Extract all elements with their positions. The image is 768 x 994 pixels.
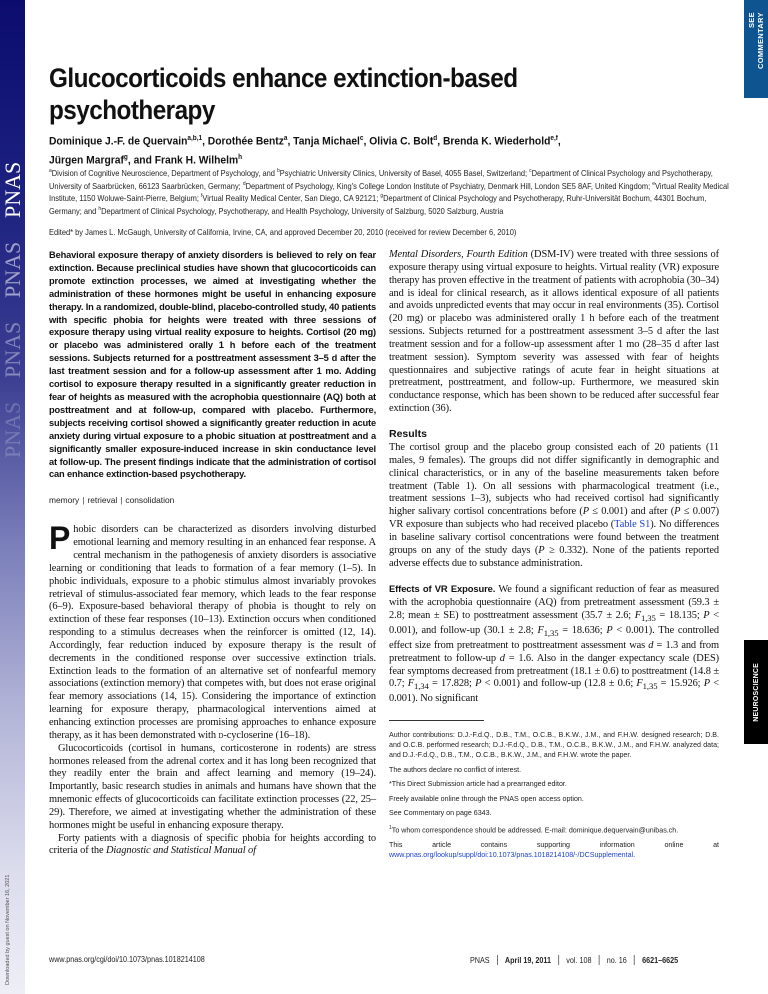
- author-name: Dominique J.-F. de Quervain: [49, 135, 188, 148]
- italic-symbol: P: [538, 544, 545, 556]
- keyword-separator: |: [82, 495, 85, 506]
- small-caps-text: d: [218, 729, 224, 741]
- author-sup: a: [283, 135, 288, 142]
- paragraph-text: The cortisol group and the placebo group consisted each of 20 patients (11 males, 9 females). The groups did not differ significantly in demographic and clinical characteristics, or in any of the baseline measurements taken before treatment (Table 1). On all sessions with pharmacological treatment (i.e., treatment sessions 1–3), subjects who had received cortisol had significantly higher salivary cortisol concentrations before (: [389, 441, 719, 518]
- paragraph-text: ≥ 0.332). None of the patients reported adverse effects due to substance administration.: [389, 544, 719, 569]
- subscript: 1,35: [642, 681, 658, 692]
- paragraph-text: < 0.001). The controlled effect size from pretreatment to posttreatment assessment was: [389, 625, 720, 651]
- article-title: [49, 62, 625, 126]
- affil-sup: g: [380, 193, 384, 200]
- table-s1-link[interactable]: Table S1: [614, 519, 651, 531]
- author-list: Dominique J.-F. de Quervain$^{a,b,1}$, Dorothée Bentz$^a$, Tanja Michael$^c$, Olivia C. Bolt$^d$, Brenda K. Wiederhold$^{e,f}$, Jürgen Margraf$^g$, and Frank H. Wilhelm$^h$: [49, 135, 561, 167]
- subscript: 1,35: [543, 628, 559, 639]
- paragraph-text: = 17.828;: [428, 678, 476, 690]
- italic-symbol: P: [674, 506, 681, 518]
- intro-paragraph: [49, 833, 376, 859]
- affil-sup: e: [652, 180, 656, 187]
- spacer: [389, 570, 719, 583]
- keywords: [49, 495, 376, 506]
- paragraph-text: ≤ 0.001) and after (: [588, 506, 675, 518]
- results-paragraph: [389, 442, 719, 570]
- editor-line: Edited* by James L. McGaugh, University of California, Irvine, CA, and approved December 20, 2010 (received for review December 6, 2010): [49, 227, 517, 237]
- author-sup: h: [238, 154, 243, 162]
- author-name: Brenda K. Wiederhold: [442, 135, 551, 148]
- intro-paragraph: [49, 520, 376, 742]
- see-commentary-tab[interactable]: [744, 0, 768, 98]
- footer-separator: [497, 955, 498, 965]
- italic-symbol: P: [475, 678, 482, 690]
- footer-journal: PNAS: [470, 955, 490, 965]
- footer-doi[interactable]: www.pnas.org/cgi/doi/10.1073/pnas.1018214108: [49, 955, 205, 964]
- affiliation: Psychiatric University Clinics, University of Basel, 4055 Basel, Switzerland;: [279, 167, 530, 178]
- keyword[interactable]: memory: [49, 495, 80, 506]
- footer-separator: [558, 955, 559, 965]
- affil-sup: f: [201, 193, 203, 200]
- subsection-heading: Effects of VR Exposure.: [389, 583, 496, 595]
- affiliation: Department of Clinical Psychology and Psychotherapy, Ruhr-Universität Bochum, 44301 Bochum, Germany; and: [49, 192, 707, 216]
- footnote-contributions: Author contributions: D.J.-F.d.Q., D.B., T.M., O.C.B., B.K.W., J.M., and F.H.W. designed research; D.B. and O.C.B. performed research; D.J.-F.d.Q., D.B., T.M., O.C.B., B.K.W., J.M., and F.H.W. analyzed data; and D.J.-F.d.Q., D.B., T.M., O.C.B., B.K.W., J.M., and F.H.W. wrote the paper.: [389, 731, 719, 760]
- intro-paragraph: Glucocorticoids (cortisol in humans, corticosterone in rodents) are stress hormones released from the adrenal cortex and it has long been recognized that they readily enter the brain and affect learning and memory (19–24). Importantly, basic research studies in animals and humans have shown that the mnemonic effects of glucocorticoids can facilitate extinction processes (22, 25–29). Therefore, we aimed at investigating whether the administration of these hormones might be useful in enhancing exposure therapy.: [49, 742, 376, 831]
- footnote-text: This article contains supporting information online at: [389, 840, 719, 849]
- paragraph-text: ). No differences in baseline salivary cortisol concentrations were found between the treatment groups on any of the study days (: [389, 519, 720, 556]
- author-sup: e,f: [550, 135, 558, 142]
- footer-pages: 6621–6625: [642, 955, 679, 965]
- affiliation: Department of Psychology, King's College London Institute of Psychiatry, Denmark Hill, London SE5 8AF, United Kingdom;: [245, 180, 653, 191]
- paragraph-text: = 18.135;: [655, 610, 704, 622]
- paragraph-text: -cycloserine (16–18).: [223, 729, 311, 741]
- italic-symbol: F: [537, 625, 544, 637]
- paragraph-text: < 0.001), and follow-up (30.1 ± 2.8;: [389, 610, 719, 637]
- subscript: 1,35: [641, 613, 656, 624]
- affiliations: [49, 166, 733, 216]
- italic-text: Diagnostic and Statistical Manual of: [105, 845, 256, 857]
- footnote-conflict: The authors declare no conflict of interest.: [389, 765, 522, 774]
- paragraph-text: = 18.636;: [558, 625, 607, 637]
- pnas-logo-word: PNAS: [0, 241, 25, 299]
- affil-sup: a: [49, 168, 52, 174]
- author-sup: c: [359, 135, 364, 142]
- right-column: [389, 249, 719, 864]
- affiliation: Department of Clinical Psychology, Psychotherapy, and Health Psychology, University of Salzburg, 5020 Salzburg, Austria: [101, 205, 504, 216]
- footer-volume: vol. 108: [566, 955, 592, 965]
- footnote-open-access: Freely available online through the PNAS open access option.: [389, 794, 584, 803]
- keyword-separator: |: [120, 495, 123, 506]
- results-section: [389, 442, 719, 706]
- author-name: Olivia C. Bolt: [369, 135, 434, 148]
- pnas-logo-word: PNAS: [0, 321, 25, 379]
- paragraph-text: = 15.926;: [657, 678, 704, 690]
- affiliation: Division of Cognitive Neuroscience, Department of Psychology, and: [51, 167, 277, 178]
- affiliation: Virtual Reality Medical Center, San Diego, CA 92121;: [202, 192, 381, 203]
- paragraph-text: < 0.001) and follow-up (12.8 ± 0.6;: [481, 678, 637, 690]
- subscript: 1,34: [414, 681, 429, 692]
- intro-continued: [389, 249, 719, 416]
- keyword[interactable]: consolidation: [125, 495, 175, 506]
- results-heading: Results: [389, 427, 427, 440]
- pnas-logo-word: PNAS: [0, 161, 25, 219]
- download-note: Downloaded by guest on November 16, 2021: [5, 874, 11, 985]
- italic-text: Mental Disorders, Fourth Edition: [389, 249, 528, 260]
- affil-sup: d: [242, 180, 246, 187]
- paragraph-text: < 0.001). No significant: [389, 678, 720, 705]
- affil-sup: c: [529, 168, 532, 174]
- footnote-commentary: See Commentary on page 6343.: [389, 809, 492, 818]
- affil-sup: b: [276, 168, 280, 174]
- paragraph-text: ≤ 0.007) VR exposure than subjects who had received placebo (: [389, 506, 719, 531]
- introduction: [49, 520, 376, 858]
- footnote-supporting-info: [389, 840, 719, 860]
- affiliation: Department of Clinical Psychology and Psychotherapy, University of Saarbrücken, 66123 Saarbrücken, Germany;: [49, 167, 713, 191]
- footer-separator: [599, 955, 600, 965]
- pnas-sidebar: [0, 0, 25, 994]
- paragraph-text: = 1.3 and from pretreatment to follow-up: [389, 639, 719, 664]
- footer-issue: no. 16: [606, 955, 627, 965]
- footer-separator: [634, 955, 635, 965]
- section-tab-label: NEUROSCIENCE: [752, 662, 760, 722]
- intro-paragraph: [389, 249, 719, 416]
- see-commentary-label: SEE COMMENTARY: [747, 12, 765, 69]
- section-tab-neuroscience: [744, 640, 768, 744]
- supplemental-link[interactable]: www.pnas.org/lookup/suppl/doi:10.1073/pnas.1018214108/-/DCSupplemental: [389, 850, 634, 859]
- keyword[interactable]: retrieval: [87, 495, 118, 506]
- italic-symbol: F: [407, 678, 414, 690]
- affiliation: Virtual Reality Medical Institute, 1150 Woluwe-Saint-Pierre, Belgium;: [49, 180, 729, 203]
- italic-symbol: P: [703, 610, 710, 622]
- author-name: Frank H. Wilhelm: [154, 154, 239, 167]
- italic-symbol: P: [606, 625, 613, 637]
- italic-symbol: F: [636, 678, 643, 690]
- italic-symbol: P: [582, 506, 589, 518]
- footer-citation: [470, 955, 678, 965]
- pnas-logo: [2, 150, 24, 470]
- italic-symbol: F: [634, 610, 641, 622]
- footnote-correspondence: [389, 823, 719, 835]
- paragraph-text: (DSM-IV) were treated with three sessions of exposure therapy using virtual exposure to heights. Virtual reality (VR) exposure therapy has proven effective in the treatment of patients with acrophobia (30–34) and is ideal for clinical research, as it allows identical exposure of all patients and avoids unpredicted events that may occur in real environments (35). Cortisol (20 mg) or placebo was administered orally 1 h before each of the treatment sessions. Subjects returned for a posttreatment assessment 3–5 d after the last treatment session and for a follow-up assessment after 1 mo (28–35 d after last treatment session). Symptom severity was assessed with fear of heights questionnaires and subjective ratings of acute fear in height situations at pretreatment, posttreatment, and follow-up. Furthermore, we measured skin conductance response, which has been shown to be reduced after successful fear extinction (36).: [389, 249, 719, 415]
- author-sup: a,b,1: [187, 135, 203, 142]
- footnote-sup: 1: [389, 824, 392, 831]
- footnote-text: .: [633, 850, 636, 859]
- title-line-2: psychotherapy: [49, 95, 215, 125]
- italic-symbol: d: [499, 652, 505, 664]
- italic-symbol: d: [648, 639, 654, 651]
- author-sup: d: [433, 135, 438, 142]
- paragraph-text: = 1.6. Also in the danger expectancy scale (DES) fear symptoms decreased from pretreatment (18.1 ± 0.6) to posttreatment (14.8 ± 0.7;: [389, 652, 719, 690]
- paragraph-text: Forty patients with a diagnosis of specific phobia for heights according to criteria of the: [49, 832, 376, 857]
- paragraph-text: We found a significant reduction of fear as measured with the acrophobia questionnaire (AQ) from pretreatment assessment (59.3 ± 2.8; mean ± SE) to posttreatment assessment (35.7 ± 2.6;: [389, 584, 719, 622]
- pnas-logo-word: PNAS: [0, 401, 25, 459]
- author-name: Dorothée Bentz: [207, 135, 284, 148]
- title-line-1: Glucocorticoids enhance extinction-based: [49, 63, 518, 93]
- footnotes: [389, 730, 719, 859]
- footnote-direct-submission: *This Direct Submission article had a prearranged editor.: [389, 780, 567, 789]
- footnote-divider: [389, 720, 484, 721]
- drop-cap: P: [49, 520, 71, 557]
- footer-date: April 19, 2011: [504, 955, 551, 965]
- results-paragraph: [389, 583, 719, 706]
- abstract: Behavioral exposure therapy of anxiety disorders is believed to rely on fear extinction. Because preclinical studies have shown that glucocorticoids can promote extinction processes, we aimed at investigating whether the administration of these hormones might be useful in enhancing exposure therapy. In a randomized, double-blind, placebo-controlled study, 40 patients with specific phobia for heights were treated with three sessions of exposure therapy using virtual reality exposure to heights. Cortisol (20 mg) or placebo was administered orally 1 h before each of the treatment sessions. Subjects returned for a posttreatment assessment 3–5 d after the last treatment session and for a follow-up assessment after 1 mo. Adding cortisol to exposure therapy resulted in a significantly greater reduction in fear of heights as measured with the acrophobia questionnaire (AQ) both at posttreatment and at follow-up, compared with placebo. Furthermore, subjects receiving cortisol showed a significantly greater reduction in acute anxiety during virtual exposure to a phobic situation at posttreatment and a significantly smaller exposure-induced increase in skin conductance level at follow-up. The present findings indicate that the administration of cortisol can enhance extinction-based psychotherapy.: [49, 250, 376, 480]
- author-sup: g: [123, 154, 128, 162]
- left-column: [49, 249, 376, 858]
- footnote-text: To whom correspondence should be addressed. E-mail: dominique.dequervain@unibas.ch.: [391, 826, 679, 835]
- author-name: Tanja Michael: [293, 135, 360, 148]
- paragraph-text: hobic disorders can be characterized as disorders involving disturbed emotional learning and memory resulting in an enhanced fear response. A central mechanism in the pathogenesis of anxiety disorders is associative learning or conditioning that leads to formation of a fear memory (1–5). In phobic individuals, exposure to a phobic stimulus almost invariably provokes retrieval of stimulus-associated fear memory, which leads to the fear response (6–9). Exposure-based behavioral therapy of phobia is thought to rely on extinction of these fear responses (10–13). Extinction occurs when conditioned responding to a stimulus decreases when the reinforcer is omitted (12, 14). Accordingly, fear reduction induced by exposure therapy is the result of decrements in the conditioned response over successive extinction trials. Extinction leads to the formation of an alternative set of nonfearful memory associations (extinction memory) that competes with, but does not erase original fear memory associations (14, 15). Considering the importance of extinction learning for exposure therapy, pharmacological interventions aimed at enhancing extinction processes are promising approaches to enhance exposure therapy, as it has been demonstrated with: [49, 524, 376, 741]
- author-name: Jürgen Margraf: [49, 154, 124, 167]
- italic-symbol: P: [703, 678, 710, 690]
- affil-sup: h: [98, 205, 102, 212]
